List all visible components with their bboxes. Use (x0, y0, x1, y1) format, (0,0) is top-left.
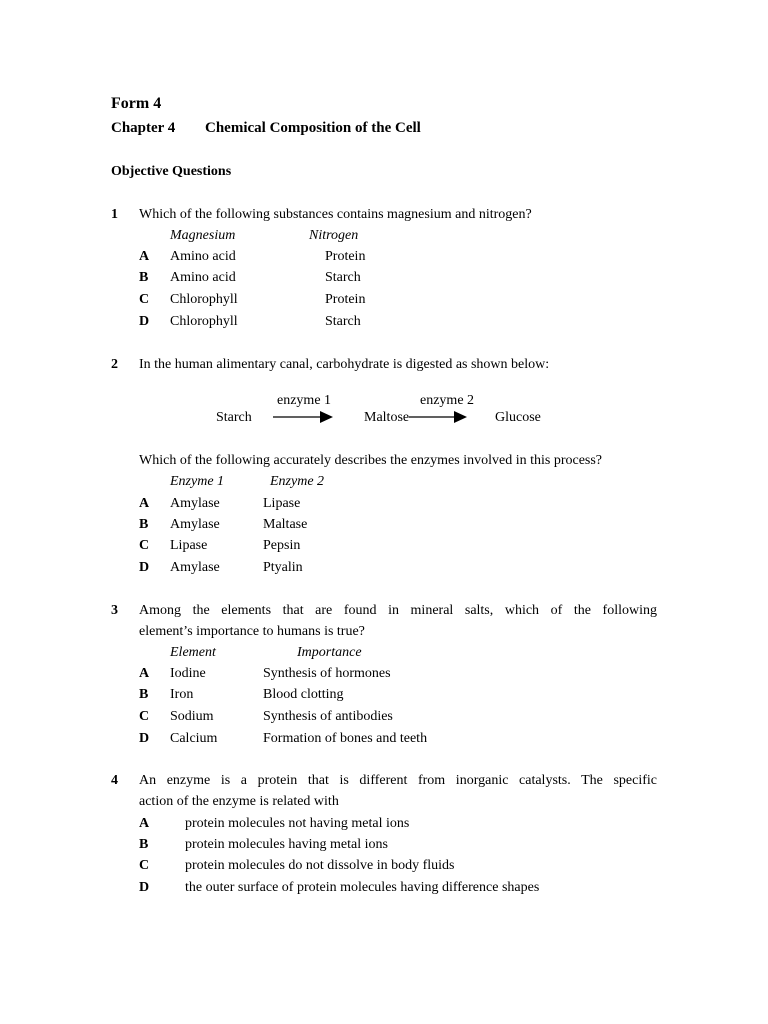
option-value: Starch (325, 270, 361, 285)
question-text: Which of the following accurately describes the enzymes involved in this process? (139, 453, 603, 468)
option-letter: D (139, 731, 150, 746)
question-text: An enzyme is a protein that is different from inorganic catalysts. The specific (139, 773, 657, 788)
option-letter: C (139, 709, 150, 724)
option-value: Lipase (263, 496, 301, 511)
form-heading: Form 4 (111, 95, 162, 112)
question-text: action of the enzyme is related with (139, 794, 339, 809)
option-value: protein molecules having metal ions (185, 837, 388, 852)
glucose-label: Glucose (495, 410, 541, 425)
option-letter: D (139, 314, 150, 329)
question-number: 3 (111, 603, 118, 618)
column-header: Element (170, 645, 216, 660)
option-value: Protein (325, 249, 366, 264)
question-text: In the human alimentary canal, carbohydrate is digested as shown below: (139, 357, 550, 372)
option-value: Sodium (170, 709, 214, 724)
enzyme-1-label: enzyme 1 (277, 393, 332, 408)
option-value: Calcium (170, 731, 218, 746)
option-letter: A (139, 249, 150, 264)
option-value: Protein (325, 292, 366, 307)
option-letter: A (139, 816, 150, 831)
option-value: Pepsin (263, 538, 301, 553)
section-heading: Objective Questions (111, 164, 232, 179)
column-header: Enzyme 1 (170, 474, 225, 489)
option-letter: B (139, 270, 149, 285)
column-header: Enzyme 2 (270, 474, 325, 489)
option-value: Amino acid (170, 270, 236, 285)
arrow-2-icon (408, 410, 468, 424)
option-letter: C (139, 538, 150, 553)
question-number: 1 (111, 207, 118, 222)
question-number: 4 (111, 773, 118, 788)
option-value: Amylase (170, 496, 220, 511)
chapter-label: Chapter 4 (111, 120, 176, 136)
option-letter: D (139, 560, 150, 575)
option-letter: C (139, 292, 150, 307)
option-value: Synthesis of hormones (263, 666, 391, 681)
option-value: Maltase (263, 517, 308, 532)
option-value: Iron (170, 687, 194, 702)
option-value: Amino acid (170, 249, 236, 264)
option-value: the outer surface of protein molecules having difference shapes (185, 880, 540, 895)
option-letter: C (139, 858, 150, 873)
option-value: Chlorophyll (170, 314, 238, 329)
column-header: Importance (297, 645, 362, 660)
option-value: protein molecules do not dissolve in body fluids (185, 858, 455, 873)
option-value: Amylase (170, 517, 220, 532)
option-value: Lipase (170, 538, 208, 553)
option-letter: B (139, 687, 149, 702)
option-value: Chlorophyll (170, 292, 238, 307)
option-letter: B (139, 837, 149, 852)
enzyme-2-label: enzyme 2 (420, 393, 475, 408)
option-value: Formation of bones and teeth (263, 731, 428, 746)
maltose-label: Maltose (364, 410, 410, 425)
option-value: Amylase (170, 560, 220, 575)
arrow-1-icon (272, 410, 334, 424)
option-value: Ptyalin (263, 560, 303, 575)
column-header: Nitrogen (309, 228, 359, 243)
question-text: element’s importance to humans is true? (139, 624, 365, 639)
option-letter: B (139, 517, 149, 532)
option-value: Synthesis of antibodies (263, 709, 393, 724)
option-value: Iodine (170, 666, 206, 681)
option-value: Starch (325, 314, 361, 329)
option-letter: A (139, 666, 150, 681)
chapter-title: Chemical Composition of the Cell (205, 120, 421, 136)
option-value: protein molecules not having metal ions (185, 816, 410, 831)
question-text: Among the elements that are found in mineral salts, which of the following (139, 603, 657, 618)
option-letter: A (139, 496, 150, 511)
question-text: Which of the following substances contains magnesium and nitrogen? (139, 207, 532, 222)
starch-label: Starch (216, 410, 252, 425)
question-number: 2 (111, 357, 118, 372)
option-value: Blood clotting (263, 687, 344, 702)
column-header: Magnesium (170, 228, 236, 243)
option-letter: D (139, 880, 150, 895)
